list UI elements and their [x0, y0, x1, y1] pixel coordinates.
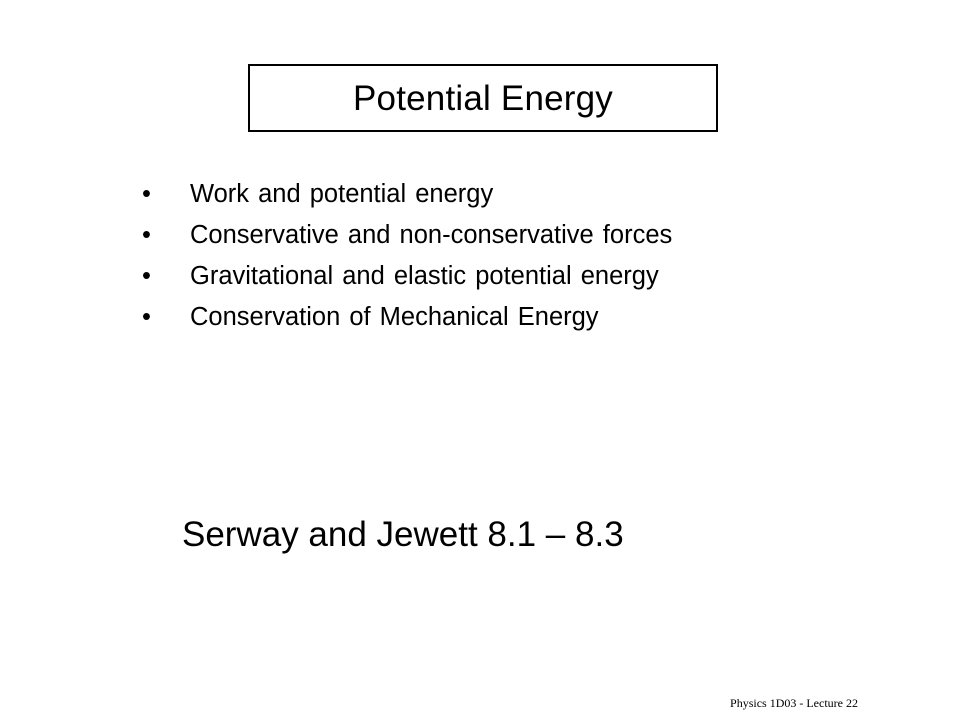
bullet-text: Conservative and non-conservative forces — [190, 221, 673, 249]
footer-text: Physics 1D03 - Lecture 22 — [730, 696, 858, 710]
bullet-icon: • — [142, 221, 151, 249]
bullet-text: Work and potential energy — [190, 180, 494, 208]
title-box — [248, 64, 718, 132]
bullet-icon: • — [142, 303, 151, 331]
reference-text: Serway and Jewett 8.1 – 8.3 — [182, 515, 624, 554]
bullet-item — [142, 174, 672, 215]
bullet-icon: • — [142, 262, 151, 290]
slide-title: Potential Energy — [352, 78, 614, 118]
bullet-text: Gravitational and elastic potential energy — [190, 262, 659, 290]
bullet-text: Conservation of Mechanical Energy — [190, 303, 599, 331]
bullet-list — [142, 174, 672, 338]
bullet-icon: • — [142, 180, 151, 208]
bullet-item — [142, 215, 672, 256]
bullet-item — [142, 297, 672, 338]
bullet-item — [142, 256, 672, 297]
